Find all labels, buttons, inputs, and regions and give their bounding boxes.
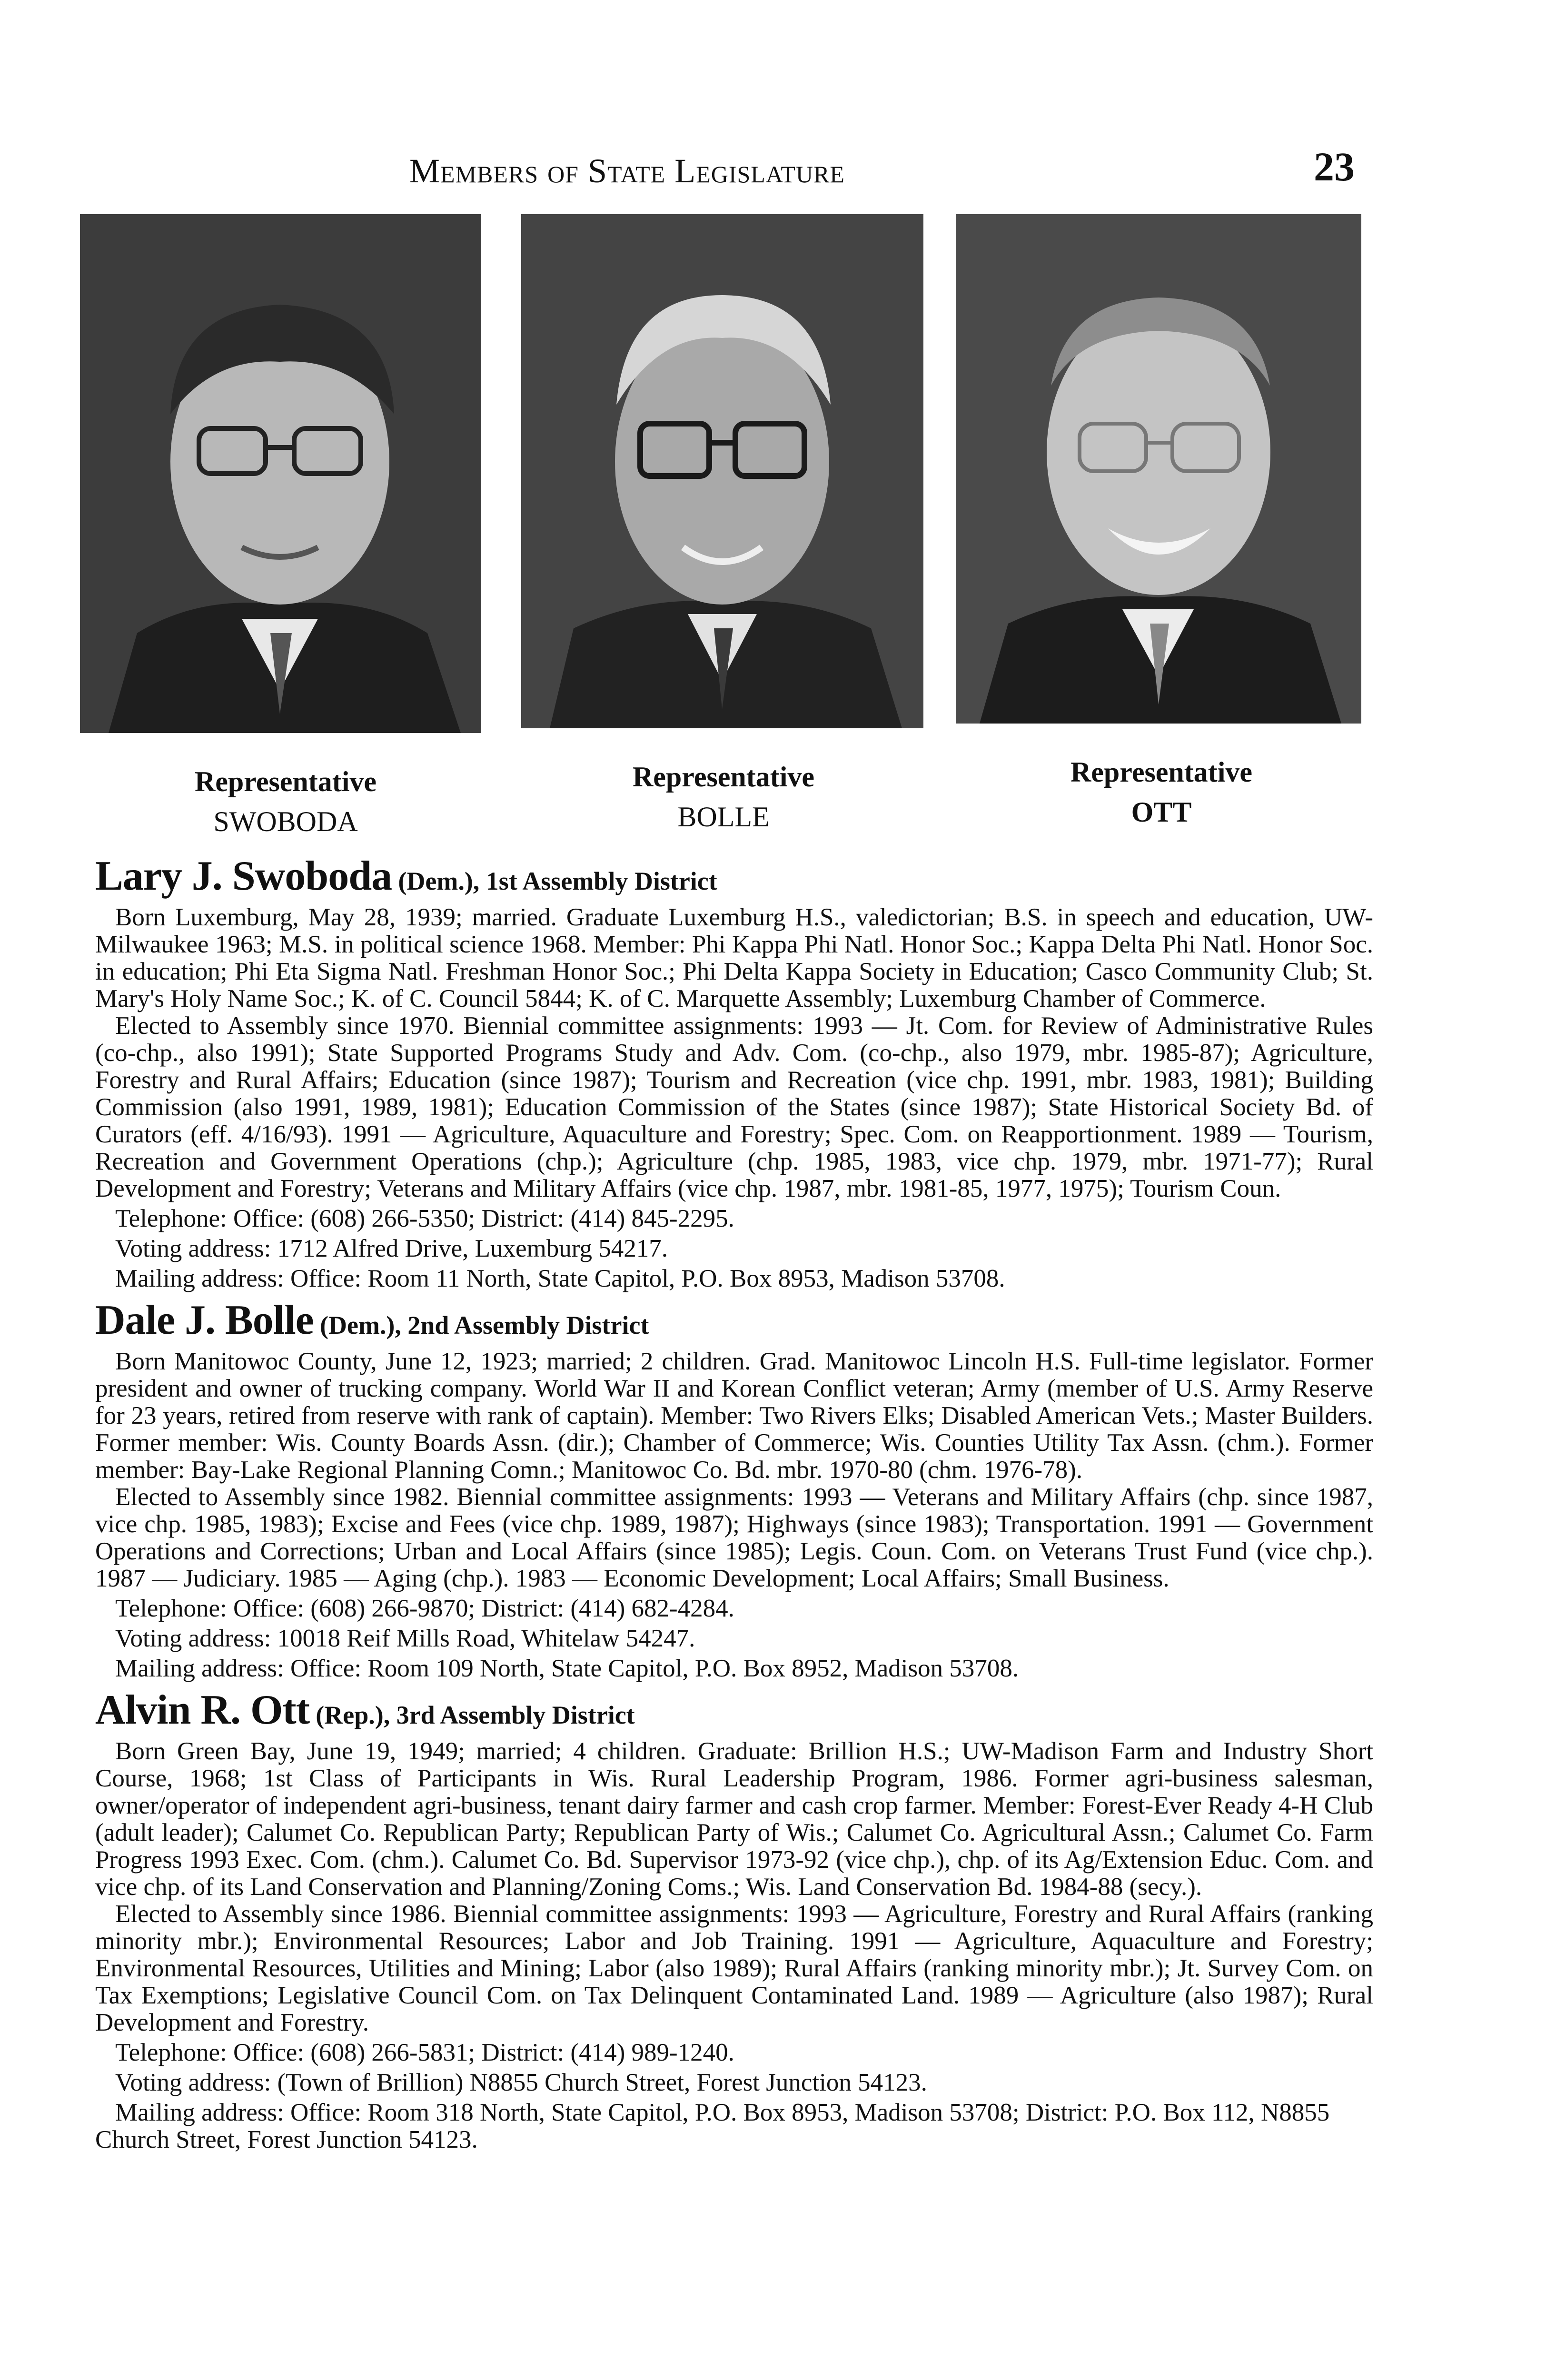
committee-paragraph: Elected to Assembly since 1986. Biennial committee assignments: 1993 — Agriculture, Forestry and Rural Affairs (ranking minority mbr.); Environmental Resources; Labor and Job Training. 1991 — Agriculture, Aquaculture and Forestry; Environmental Resources, Utilities and Mining; Labor (also 1989); Rural Affairs (ranking minority mbr.); Jt. Survey Com. on Tax Exemptions; Legislative Council Com. on Tax Delinquent Contaminated Land. 1989 — Agriculture (also 1987); Rural Development and Forestry. <box>95 1900 1373 2036</box>
bio-heading <box>95 855 1373 903</box>
bio-heading <box>95 1299 1373 1347</box>
committee-paragraph: Elected to Assembly since 1982. Biennial committee assignments: 1993 — Veterans and Military Affairs (chp. since 1987, vice chp. 1985, 1983); Excise and Fees (vice chp. 1989, 1987); Highways (since 1983); Transportation. 1991 — Government Operations and Corrections; Urban and Local Affairs (since 1985); Legis. Coun. Com. on Veterans Trust Fund (vice chp.). 1987 — Judiciary. 1985 — Aging (chp.). 1983 — Economic Development; Local Affairs; Small Business. <box>95 1483 1373 1592</box>
member-district: (Dem.), 2nd Assembly District <box>319 1311 649 1339</box>
portrait-photo-bolle <box>521 214 923 728</box>
caption-name: BOLLE <box>677 801 770 833</box>
caption-swoboda <box>138 762 433 842</box>
running-title-text: Members of State Legislature <box>409 152 845 190</box>
caption-name: SWOBODA <box>213 806 358 837</box>
bio-paragraph: Born Luxemburg, May 28, 1939; married. Graduate Luxemburg H.S., valedictorian; B.S. in speech and education, UW-Milwaukee 1963; M.S. in political science 1968. Member: Phi Kappa Phi Natl. Honor Soc.; Kappa Delta Phi Natl. Honor Soc. in education; Phi Eta Sigma Natl. Freshman Honor Soc.; Phi Delta Kappa Society in Education; Casco Community Club; St. Mary's Holy Name Soc.; K. of C. Council 5844; K. of C. Marquette Assembly; Luxemburg Chamber of Commerce. <box>95 903 1373 1012</box>
bio-swoboda <box>95 855 1373 1292</box>
telephone: Telephone: Office: (608) 266-5350; District: (414) 845-2295. <box>115 1205 734 1232</box>
bio-bolle <box>95 1299 1373 1682</box>
mailing-address: Mailing address: Office: Room 11 North, State Capitol, P.O. Box 8953, Madison 53708. <box>115 1265 1005 1292</box>
bio-paragraph: Born Manitowoc County, June 12, 1923; married; 2 children. Grad. Manitowoc Lincoln H.S. Full-time legislator. Former president and owner of trucking company. World War II and Korean Conflict veteran; Army (member of U.S. Army Reserve for 23 years, retired from reserve with rank of captain). Member: Two Rivers Elks; Disabled American Vets.; Master Builders. Former member: Wis. County Boards Assn. (dir.); Chamber of Commerce; Wis. Counties Utility Tax Assn. (chm.). Former member: Bay-Lake Regional Planning Comn.; Manitowoc Co. Bd. mbr. 1970-80 (chm. 1976-78). <box>95 1348 1373 1484</box>
caption-name: OTT <box>1131 796 1192 828</box>
voting-address: Voting address: 10018 Reif Mills Road, Whitelaw 54247. <box>115 1625 695 1652</box>
portrait-photo-ott <box>956 214 1361 724</box>
member-name: Lary J. Swoboda <box>95 853 392 899</box>
biographies <box>95 853 1373 2160</box>
portrait-photo-swoboda <box>80 214 481 733</box>
bio-heading <box>95 1689 1373 1737</box>
committee-paragraph: Elected to Assembly since 1970. Biennial committee assignments: 1993 — Jt. Com. for Review of Administrative Rules (co-chp., also 1991); State Supported Programs Study and Adv. Com. (co-chp., also 1979, mbr. 1985-87); Agriculture, Forestry and Rural Affairs; Education (since 1987); Tourism and Recreation (vice chp. 1991, mbr. 1983, 1981); Building Commission (also 1991, 1989, 1981); Education Commission of the States (since 1987); State Historical Society Bd. of Curators (eff. 4/16/93). 1991 — Agriculture, Aquaculture and Forestry; Spec. Com. on Reapportionment. 1989 — Tourism, Recreation and Government Operations (chp.); Agriculture (chp. 1985, 1983, vice chp. 1979, mbr. 1971-77); Rural Development and Forestry; Veterans and Military Affairs (vice chp. 1987, mbr. 1981-85, 1977, 1975); Tourism Coun. <box>95 1012 1373 1202</box>
voting-address: Voting address: 1712 Alfred Drive, Luxemburg 54217. <box>115 1235 668 1262</box>
member-name: Dale J. Bolle <box>95 1297 314 1343</box>
caption-bolle <box>576 757 871 837</box>
member-district: (Dem.), 1st Assembly District <box>398 867 717 895</box>
voting-address: Voting address: (Town of Brillion) N8855 Church Street, Forest Junction 54123. <box>115 2069 927 2096</box>
caption-title: Representative <box>194 766 377 797</box>
member-district: (Rep.), 3rd Assembly District <box>316 1701 635 1729</box>
member-name: Alvin R. Ott <box>95 1687 309 1733</box>
page-number: 23 <box>1314 144 1355 189</box>
telephone: Telephone: Office: (608) 266-9870; District: (414) 682-4284. <box>115 1595 734 1622</box>
caption-title: Representative <box>1070 756 1253 788</box>
mailing-address: Mailing address: Office: Room 109 North, State Capitol, P.O. Box 8952, Madison 53708. <box>115 1655 1019 1682</box>
caption-ott <box>1014 752 1309 832</box>
bio-ott <box>95 1689 1373 2153</box>
telephone: Telephone: Office: (608) 266-5831; District: (414) 989-1240. <box>115 2039 734 2066</box>
running-title <box>409 151 845 191</box>
caption-title: Representative <box>632 761 815 793</box>
mailing-address: Mailing address: Office: Room 318 North, State Capitol, P.O. Box 8953, Madison 53708; District: P.O. Box 112, N8855 Church Street, Forest Junction 54123. <box>95 2099 1330 2153</box>
bio-paragraph: Born Green Bay, June 19, 1949; married; 4 children. Graduate: Brillion H.S.; UW-Madison Farm and Industry Short Course, 1968; 1st Class of Participants in Wis. Rural Leadership Program, 1986. Former agri-business salesman, owner/operator of independent agri-business, tenant dairy farmer and cash crop farmer. Member: Forest-Ever Ready 4-H Club (adult leader); Calumet Co. Republican Party; Republican Party of Wis.; Calumet Co. Agricultural Assn.; Calumet Co. Farm Progress 1993 Exec. Com. (chm.). Calumet Co. Bd. Supervisor 1973-92 (vice chp.), chp. of its Ag/Extension Educ. Com. and vice chp. of its Land Conservation and Planning/Zoning Coms.; Wis. Land Conservation Bd. 1984-88 (secy.). <box>95 1737 1373 1901</box>
